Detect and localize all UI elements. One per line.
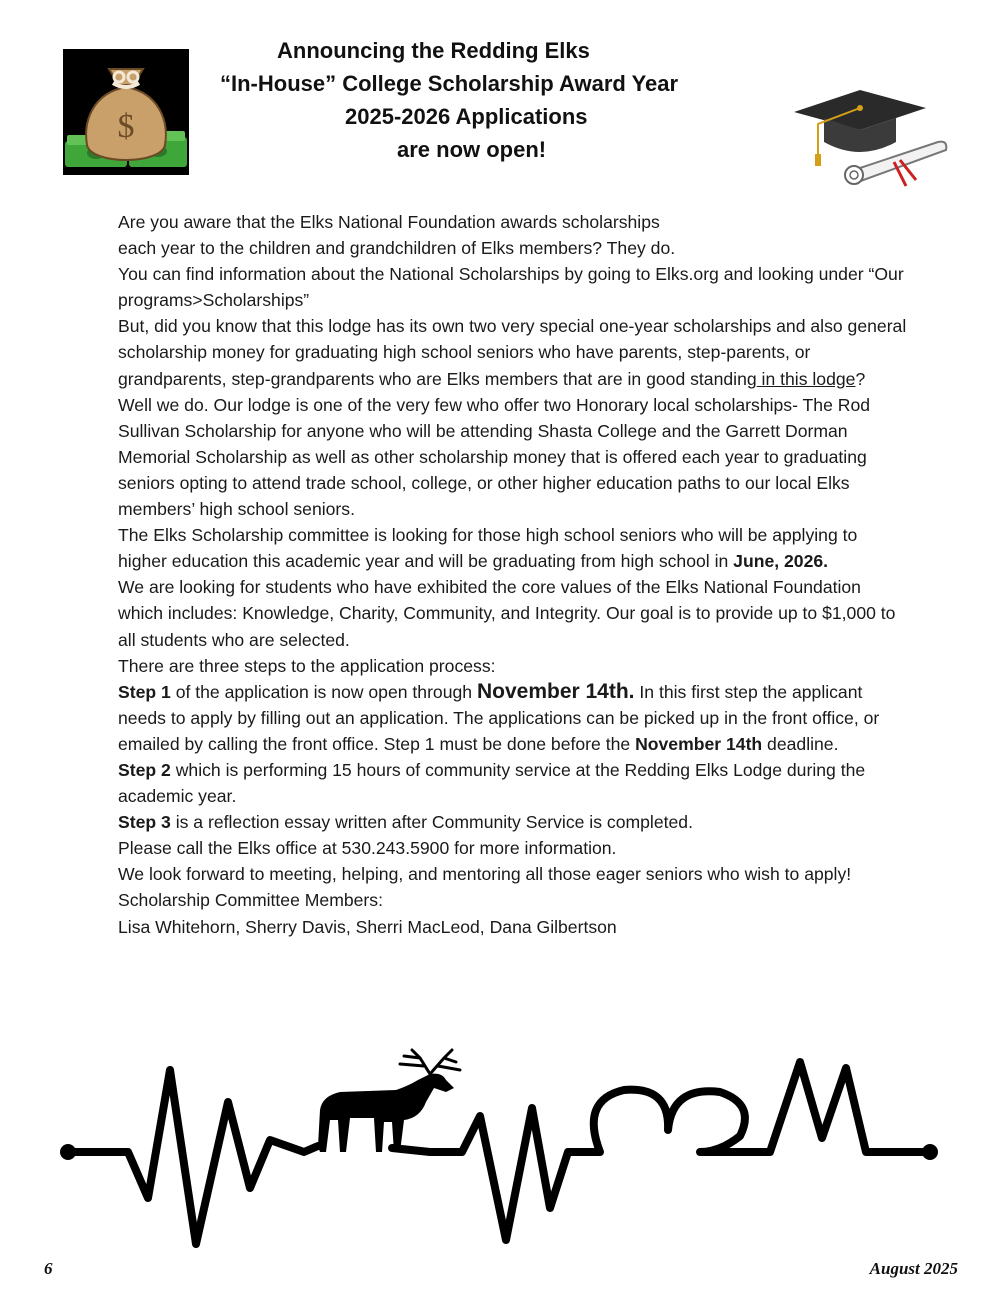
title-line-4: are now open! (397, 137, 547, 162)
body-text: But, did you know that this lodge has its own two very special one-year scholarships and also general scholarship money for graduating high school seniors who have parents, step-parents, or grandparents, step-grandparents who are Elks members that are in good standing (118, 316, 907, 389)
body-paragraph: Please call the Elks office at 530.243.5900 for more information. (118, 838, 617, 859)
committee-members: Lisa Whitehorn, Sherry Davis, Sherri MacLeod, Dana Gilbertson (118, 916, 617, 937)
announcement-body (118, 209, 908, 940)
step-3-label: Step 3 (118, 812, 171, 833)
committee-heading: Scholarship Committee Members: (118, 890, 383, 911)
body-paragraph: each year to the children and grandchildren of Elks members? They do. (118, 238, 676, 259)
money-bag-icon (63, 49, 189, 175)
elk-heartbeat-line-icon (0, 1048, 1000, 1258)
body-paragraph: Are you aware that the Elks National Foundation awards scholarships (118, 212, 660, 232)
body-paragraph: There are three steps to the application process: (118, 655, 496, 676)
step-1-date: November 14th. (476, 679, 635, 703)
body-text: deadline. (762, 733, 839, 754)
graduation-date: June, 2026. (733, 551, 829, 572)
svg-text:$: $ (117, 108, 135, 145)
step-1-paragraph (118, 679, 908, 757)
body-text: ? (855, 368, 866, 389)
step-3-paragraph (118, 809, 908, 835)
graduation-cap-diploma-icon (788, 80, 958, 198)
body-paragraph: Well we do. Our lodge is one of the very few who offer two Honorary local scholarships- The Rod Sullivan Scholarship for anyone who will be attending Shasta College and the Garrett Dorman Memorial Scholarship as well as other scholarship money that is offered each year to graduating seniors opting to attend trade school, college, or other higher education paths to our local Elks members’ high school seniors. (118, 394, 871, 520)
step-1-deadline: November 14th (635, 733, 763, 754)
body-text: of the application is now open through (170, 681, 477, 702)
underlined-text: in this lodge (756, 368, 856, 389)
page-number: 6 (44, 1259, 53, 1278)
body-text: In this first step the applicant needs to apply by filling out an application. The applications can be picked up in the front office, or emailed by calling the front office. Step 1 must be done before the (118, 681, 880, 754)
body-paragraph: You can find information about the National Scholarships by going to Elks.org and looking under “Our programs>Scholarships” (118, 264, 904, 311)
body-paragraph: We are looking for students who have exhibited the core values of the Elks National Foundation which includes: Knowledge, Charity, Community, and Integrity. Our goal is to provide up to $1,000 to all students who are selected. (118, 577, 896, 650)
title-line-1: Announcing the Redding Elks (277, 38, 590, 63)
body-paragraph: We look forward to meeting, helping, and mentoring all those eager seniors who wish to apply! (118, 864, 852, 885)
title-line-2: “In-House” College Scholarship Award Year (220, 71, 679, 96)
body-paragraph (118, 522, 908, 574)
body-paragraph (118, 313, 908, 391)
issue-date: August 2025 (869, 1259, 958, 1278)
body-text: which is performing 15 hours of community service at the Redding Elks Lodge during the academic year. (118, 759, 866, 807)
step-1-label: Step 1 (118, 681, 171, 702)
step-2-label: Step 2 (118, 759, 171, 780)
body-text: The Elks Scholarship committee is looking for those high school seniors who will be applying to higher education this academic year and will be graduating from high school in (118, 525, 858, 572)
title-line-3: 2025-2026 Applications (345, 104, 588, 129)
step-2-paragraph (118, 757, 908, 809)
body-text: is a reflection essay written after Community Service is completed. (170, 812, 693, 833)
